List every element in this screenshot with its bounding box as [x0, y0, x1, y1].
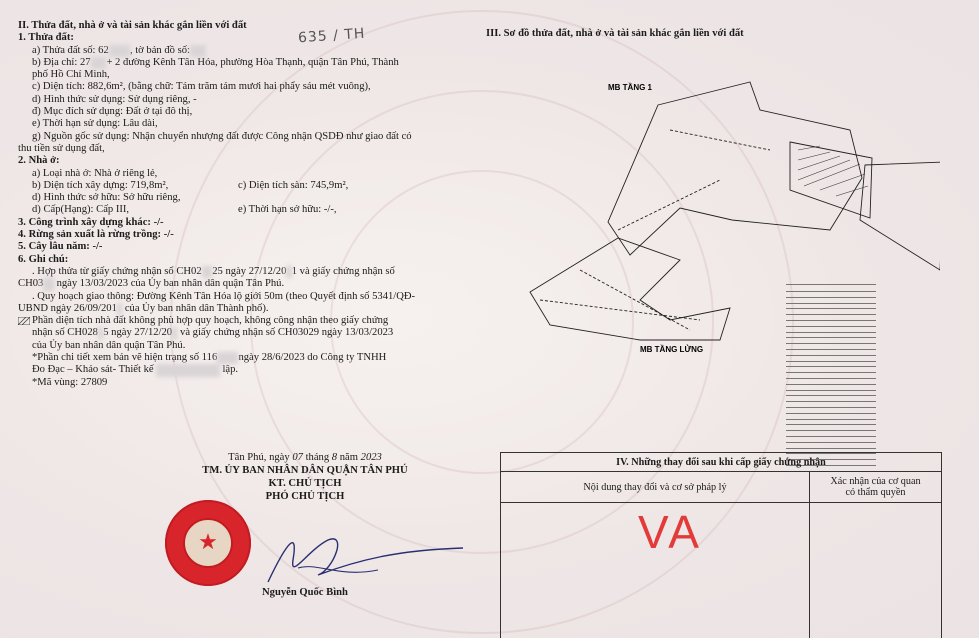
parcel-diagram — [520, 70, 940, 450]
coordinate-table-header — [786, 278, 876, 285]
changes-col-content: Nội dung thay đổi và cơ sở pháp lý — [501, 472, 810, 503]
hatch-legend-icon — [18, 317, 30, 325]
floor1-label: MB TẦNG 1 — [608, 83, 652, 92]
changes-col-confirm: Xác nhận của cơ quan có thẩm quyền — [810, 472, 942, 503]
note-nonconforming-cont: nhận số CH028 5 ngày 27/12/20 và giấy chứng nhận số CH03029 ngày 13/03/2023 — [32, 327, 394, 339]
perennial-trees: 5. Cây lâu năm: -/- — [18, 241, 103, 253]
coordinate-table-header — [786, 285, 876, 292]
sign-role: KT. CHỦ TỊCH — [268, 478, 342, 489]
note-planning-cont: UBND ngày 26/09/201 của Ủy ban nhân dân Thành phố). — [18, 302, 269, 314]
section-4-title: IV. Những thay đổi sau khi cấp giấy chứng nhận — [501, 453, 942, 472]
changes-confirm-cell — [810, 503, 942, 638]
house-area-row — [18, 180, 488, 192]
signer-name: Nguyễn Quốc Bình — [262, 587, 348, 598]
va-stamp: VA — [638, 506, 702, 558]
sign-org: TM. ỦY BAN NHÂN DÂN QUẬN TÂN PHÚ — [202, 465, 408, 476]
note-drawing: *Phần chi tiết xem bản vẽ hiện trạng số 116 ngày 28/6/2023 do Công ty TNHH — [32, 352, 387, 364]
star-icon: ★ — [198, 530, 218, 555]
hatched-area — [798, 146, 868, 196]
note-nonconforming: Phần diện tích nhà đất không phù hợp quy hoạch, không công nhận theo giấy chứng — [18, 315, 488, 327]
signature-block — [175, 451, 435, 503]
changes-table — [500, 452, 942, 638]
note-merge-cont: CH03 ngày 13/03/2023 của Ủy ban nhân dân quận Tân Phú. — [18, 278, 285, 290]
mezzanine-label: MB TẦNG LỬNG — [640, 345, 704, 354]
notes-heading: 6. Ghi chú: — [18, 253, 69, 265]
seal-emblem — [183, 518, 233, 568]
note-region-code: *Mã vùng: 27809 — [32, 376, 108, 388]
section-2-title: II. Thửa đất, nhà ở và tài sản khác gắn liền với đất — [18, 20, 247, 31]
floor-area: c) Diện tích sàn: 745,9m², — [238, 179, 349, 191]
parcel-number: a) Thửa đất số: 62 , tờ bản đồ số: — [18, 45, 488, 57]
usage-origin: g) Nguồn gốc sử dụng: Nhận chuyển nhượng đất được Công nhận QSDĐ như giao đất có — [32, 130, 412, 142]
coordinate-table — [786, 278, 876, 466]
house-grade: d) Cấp(Hạng): Cấp III, — [32, 204, 130, 216]
note-planning: . Quy hoạch giao thông: Đường Kênh Tân Hóa lộ giới 50m (theo Quyết định số 5341/QĐ- — [32, 290, 416, 302]
ownership-term: e) Thời hạn sở hữu: -/-, — [238, 204, 337, 216]
parcel-area: c) Diện tích: 882,6m², (bằng chữ: Tám trăm tám mươi hai phẩy sáu mét vuông), — [32, 81, 371, 93]
mezzanine-plan — [530, 238, 730, 340]
parcel-address-cont: phố Hồ Chí Minh, — [32, 69, 110, 81]
note-drawing-cont: Đo Đạc – Khảo sát- Thiết kế lập. — [32, 364, 239, 376]
floor1-plan — [608, 82, 940, 270]
handwritten-number: 635 / TH — [297, 25, 366, 47]
production-forest: 4. Rừng sản xuất là rừng trồng: -/- — [18, 229, 174, 241]
sign-title: PHÓ CHỦ TỊCH — [265, 491, 345, 502]
usage-purpose: đ) Mục đích sử dụng: Đất ở tại đô thị, — [32, 106, 193, 118]
sign-date: Tân Phú, ngày 07 tháng 8 năm 2023 — [228, 452, 382, 463]
note-merge: . Hợp thửa từ giấy chứng nhận số CH02 25 ngày 27/12/20 1 và giấy chứng nhận số — [32, 265, 395, 277]
construction-area: b) Diện tích xây dựng: 719,8m², — [32, 179, 169, 191]
house-grade-row — [18, 204, 488, 216]
section-2 — [18, 20, 488, 389]
house-type: a) Loại nhà ở: Nhà ở riêng lẻ, — [32, 167, 158, 179]
usage-origin-cont: thu tiền sử dụng đất, — [18, 142, 105, 154]
parcel-address: b) Địa chỉ: 27 + 2 đường Kênh Tân Hóa, phường Hòa Thạnh, quận Tân Phú, Thành — [32, 56, 399, 68]
parcel-heading: 1. Thửa đất: — [18, 32, 74, 44]
usage-form: d) Hình thức sử dụng: Sử dụng riêng, - — [32, 93, 197, 105]
house-heading: 2. Nhà ở: — [18, 155, 60, 167]
other-constructions: 3. Công trình xây dựng khác: -/- — [18, 216, 164, 228]
usage-term: e) Thời hạn sử dụng: Lâu dài, — [32, 118, 158, 130]
section-3-title: III. Sơ đồ thửa đất, nhà ở và tài sản khác gắn liền với đất — [486, 28, 744, 39]
ownership-form: d) Hình thức sở hữu: Sở hữu riêng, — [32, 192, 181, 204]
note-nonconforming-cont2: của Ủy ban nhân dân quận Tân Phú. — [32, 339, 186, 351]
